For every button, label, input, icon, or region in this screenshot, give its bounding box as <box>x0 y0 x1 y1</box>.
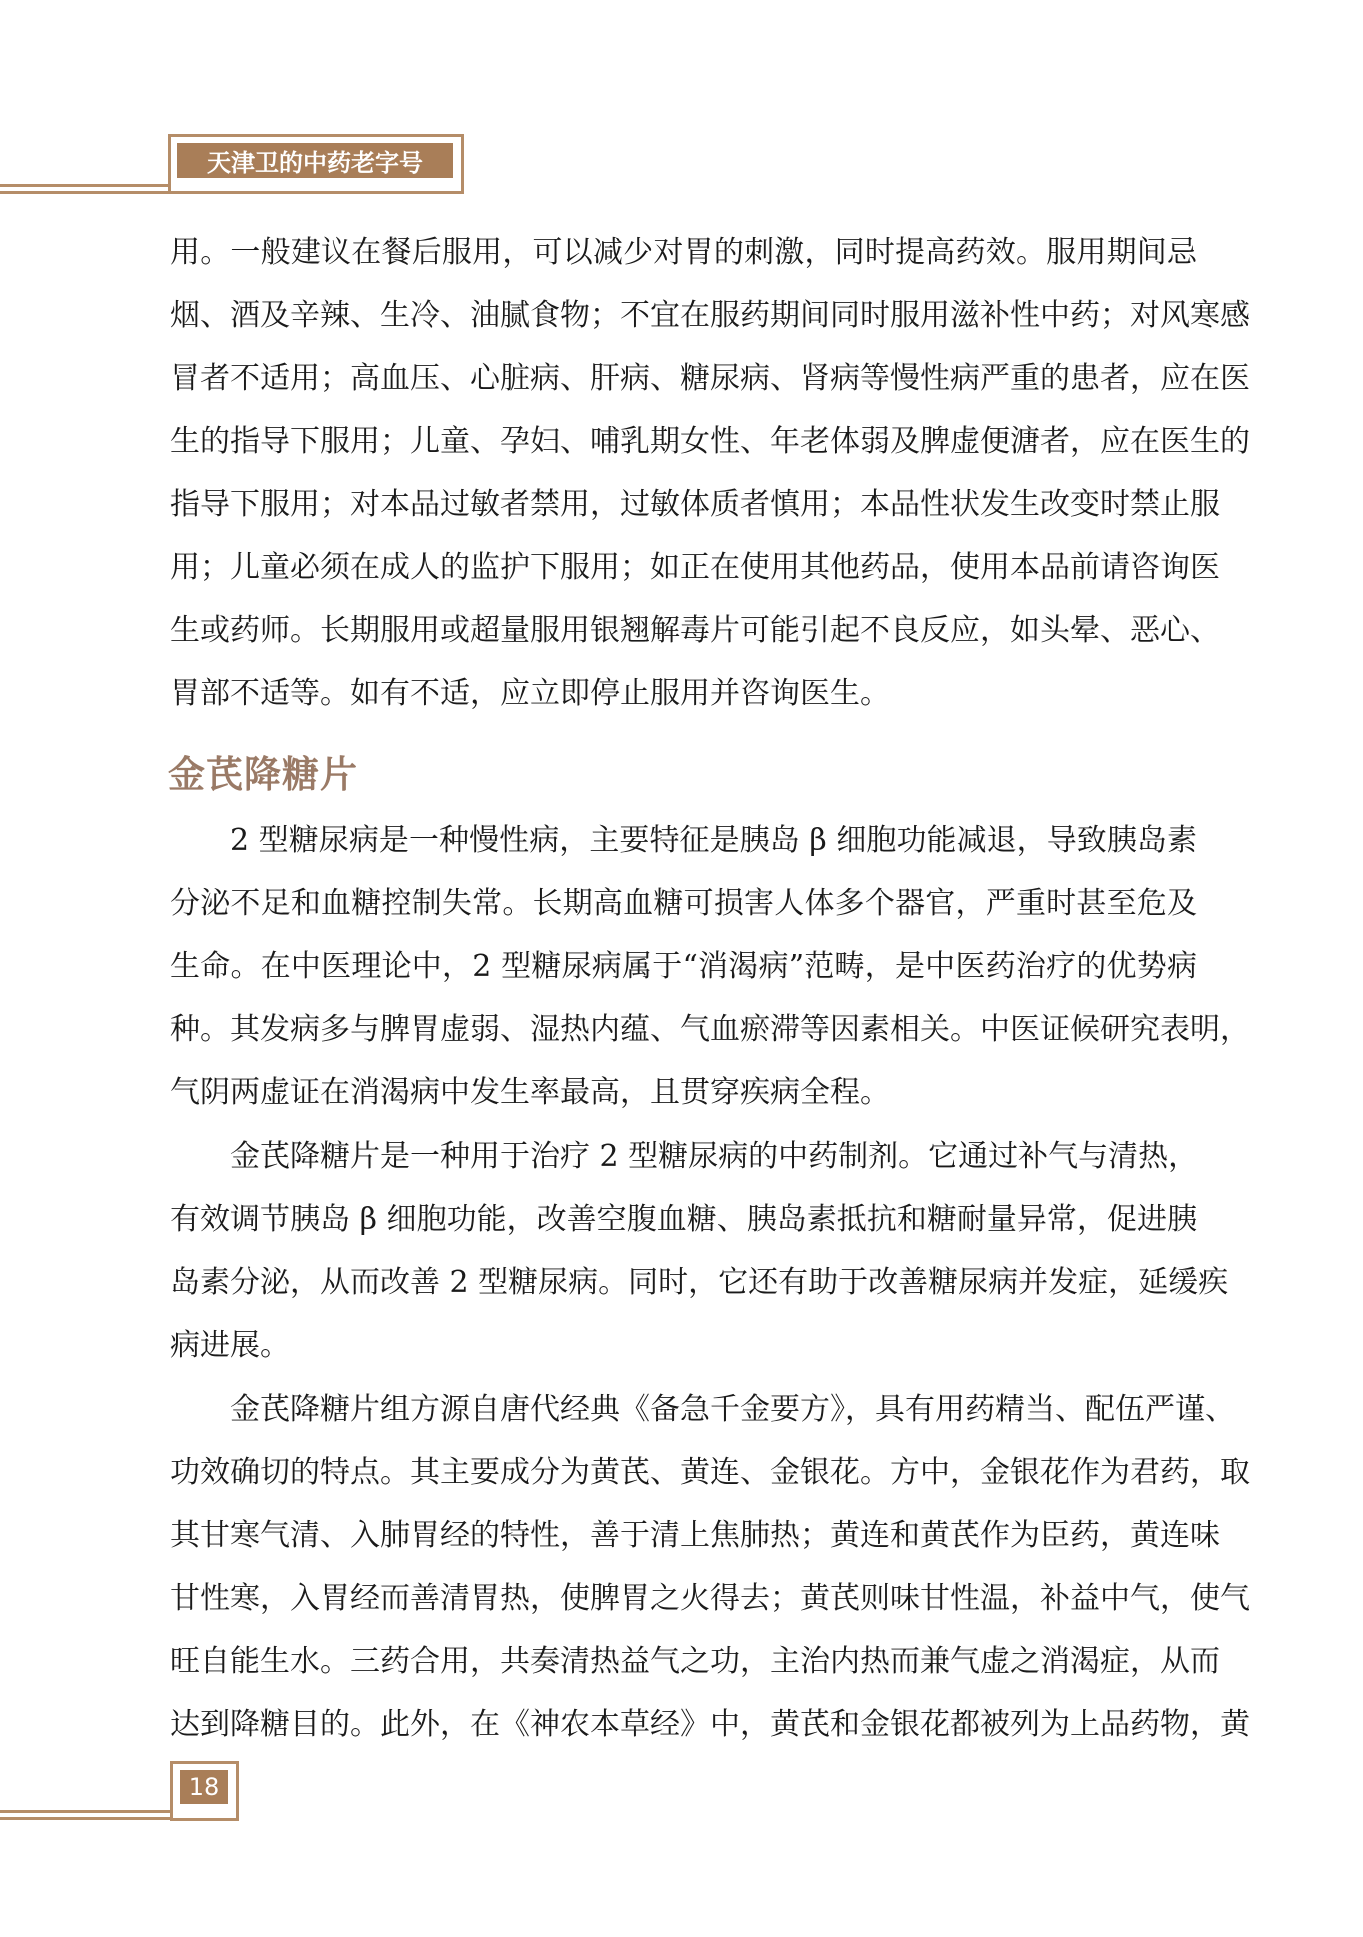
text-line: 气阴两虚证在消渴病中发生率最高，且贯穿疾病全程。 <box>170 1075 890 1110</box>
text-line: 旺自能生水。三药合用，共奏清热益气之功，主治内热而兼气虚之消渴症，从而 <box>170 1644 1220 1679</box>
page-number: 18 <box>180 1770 228 1804</box>
text-line: 烟、酒及辛辣、生冷、油腻食物；不宜在服药期间同时服用滋补性中药；对风寒感 <box>170 298 1250 333</box>
text-line: 胃部不适等。如有不适，应立即停止服用并咨询医生。 <box>170 676 890 711</box>
text-line: 用。一般建议在餐后服用，可以减少对胃的刺激，同时提高药效。服用期间忌 <box>170 235 1197 270</box>
text-line: 金芪降糖片组方源自唐代经典《备急千金要方》，具有用药精当、配伍严谨、 <box>230 1392 1235 1427</box>
text-line: 指导下服用；对本品过敏者禁用，过敏体质者慎用；本品性状发生改变时禁止服 <box>170 487 1220 522</box>
text-line: 病进展。 <box>170 1328 290 1363</box>
text-line: 功效确切的特点。其主要成分为黄芪、黄连、金银花。方中，金银花作为君药，取 <box>170 1455 1250 1490</box>
text-line: 冒者不适用；高血压、心脏病、肝病、糖尿病、肾病等慢性病严重的患者，应在医 <box>170 361 1250 396</box>
text-line: 分泌不足和血糖控制失常。长期高血糖可损害人体多个器官，严重时甚至危及 <box>170 886 1197 921</box>
text-line: 其甘寒气清、入肺胃经的特性，善于清上焦肺热；黄连和黄芪作为臣药，黄连味 <box>170 1518 1220 1553</box>
text-line: 用；儿童必须在成人的监护下服用；如正在使用其他药品，使用本品前请咨询医 <box>170 550 1220 585</box>
text-line: 有效调节胰岛 β 细胞功能，改善空腹血糖、胰岛素抵抗和糖耐量异常，促进胰 <box>170 1202 1197 1237</box>
text-line: 生命。在中医理论中，2 型糖尿病属于“消渴病”范畴，是中医药治疗的优势病 <box>170 949 1197 984</box>
section-heading: 金芪降糖片 <box>168 753 358 796</box>
text-line: 生或药师。长期服用或超量服用银翘解毒片可能引起不良反应，如头晕、恶心、 <box>170 613 1220 648</box>
running-title: 天津卫的中药老字号 <box>177 143 453 178</box>
text-line: 金芪降糖片是一种用于治疗 2 型糖尿病的中药制剂。它通过补气与清热， <box>230 1139 1199 1174</box>
text-line: 种。其发病多与脾胃虚弱、湿热内蕴、气血瘀滞等因素相关。中医证候研究表明， <box>170 1012 1250 1047</box>
text-line: 甘性寒，入胃经而善清胃热，使脾胃之火得去；黄芪则味甘性温，补益中气，使气 <box>170 1581 1250 1616</box>
text-line: 岛素分泌，从而改善 2 型糖尿病。同时，它还有助于改善糖尿病并发症，延缓疾 <box>170 1265 1229 1300</box>
text-line: 2 型糖尿病是一种慢性病，主要特征是胰岛 β 细胞功能减退，导致胰岛素 <box>230 823 1197 858</box>
text-line: 生的指导下服用；儿童、孕妇、哺乳期女性、年老体弱及脾虚便溏者，应在医生的 <box>170 424 1250 459</box>
text-line: 达到降糖目的。此外，在《神农本草经》中，黄芪和金银花都被列为上品药物，黄 <box>170 1707 1250 1742</box>
